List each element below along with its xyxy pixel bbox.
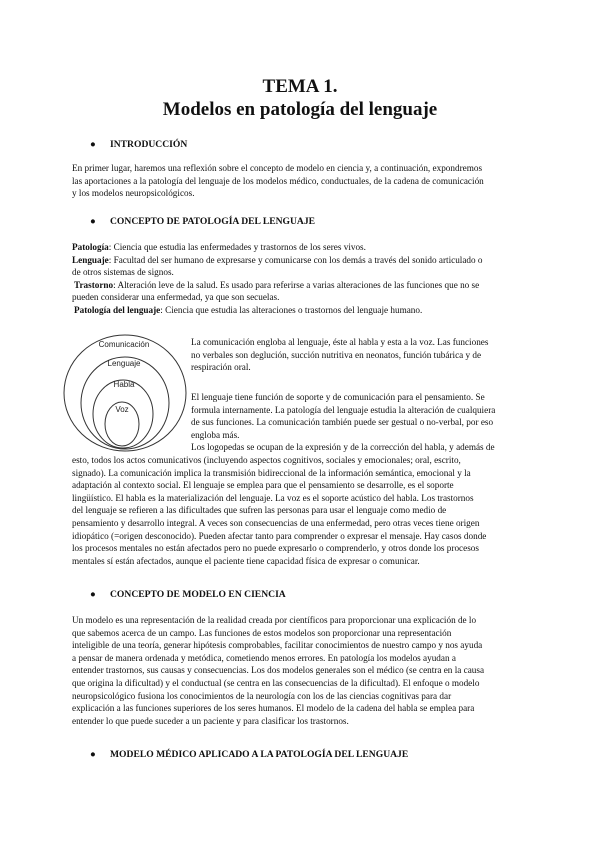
definition-line	[72, 254, 483, 267]
diagram-label-habla: Habla	[113, 380, 135, 389]
diagram-label-lenguaje: Lenguaje	[107, 359, 141, 368]
section-heading-label: INTRODUCCIÓN	[110, 139, 188, 150]
full-paragraph	[72, 454, 486, 567]
text-line: Los logopedas se ocupan de la expresión y de la corrección del habla, y además de	[191, 442, 495, 453]
text-line: las aportaciones a la patología del lenguaje de los modelos médico, conductuales, de la cadena de comunicación	[72, 175, 484, 186]
definition-text: : Alteración leve de la salud. Es usado para referirse a varias alteraciones de las funciones que no se	[113, 279, 480, 290]
document-subtitle: Modelos en patología del lenguaje	[162, 99, 438, 120]
text-line: lingüístico. El habla es la materialización del lenguaje. La voz es el soporte acústico del habla. Los trastornos	[72, 492, 474, 503]
side-paragraph-1	[191, 336, 488, 374]
text-line: pensamiento y desarrollo integral. A veces son consecuencias de una enfermedad, pero otras veces tiene origen	[72, 517, 480, 528]
definition-line	[72, 266, 483, 279]
definition-text: : Facultad del ser humano de expresarse y comunicarse con los demás a través del sonido articulado o	[108, 254, 483, 265]
text-line: formula internamente. La patología del lenguaje estudia la alteración de cualquiera	[191, 404, 496, 415]
text-line: que sabemos acerca de un campo. Las funciones de estos modelos son proporcionar una representación	[72, 627, 452, 638]
bullet-icon: ●	[90, 216, 96, 227]
definition-text: : Ciencia que estudia las alteraciones o trastornos del lenguaje humano.	[160, 304, 423, 315]
modelo-paragraph	[72, 614, 484, 727]
text-line: entender lo que puede suceder a un paciente y para clasificar los trastornos.	[72, 715, 349, 726]
text-line: Un modelo es una representación de la realidad creada por científicos para proporcionar una explicación de lo	[72, 615, 477, 625]
text-line: mentales sí están afectados, aunque el paciente tiene capacidad física de expresar o comunicar.	[72, 555, 420, 566]
text-line: engloba más.	[191, 429, 240, 440]
intro-paragraph	[72, 162, 484, 200]
text-line: signado). La comunicación implica la transmisión bidireccional de la información semántica, emocional y la	[72, 467, 471, 478]
circle-speech	[93, 380, 153, 448]
definition-line	[72, 279, 483, 292]
definition-text: : Ciencia que estudia las enfermedades y trastornos de los seres vivos.	[108, 242, 366, 252]
text-line: El lenguaje tiene función de soporte y de comunicación para el pensamiento. Se	[191, 392, 485, 402]
text-line: de sus funciones. La comunicación también puede ser gestual o no-verbal, por eso	[191, 417, 494, 428]
diagram-label-voz: Voz	[115, 405, 129, 414]
text-line: La comunicación engloba al lenguaje, éste al habla y esta a la voz. Las funciones	[191, 337, 489, 347]
definition-text: de otros sistemas de signos.	[72, 267, 174, 278]
definition-line	[72, 304, 483, 317]
text-line: inteligible de una teoría, generar hipótesis comprobables, facilitar conocimientos de nuestro campo y nos ayuda	[72, 640, 483, 651]
section-heading-label: CONCEPTO DE PATOLOGÍA DEL LENGUAJE	[110, 216, 316, 227]
text-line: respiración oral.	[191, 362, 251, 373]
text-line: y los modelos neuropsicológicos.	[72, 188, 195, 199]
text-line: adaptación al contexto social. El lenguaje se emplea para que el pensamiento se desarrolle, es el soporte	[72, 480, 454, 491]
text-line: que origina la dificultad) y el conductual (se centra en las consecuencias de la dificultad). El enfoque o modelo	[72, 677, 480, 688]
text-line: idiopático (=origen desconocido). Pueden afectar tanto para comprender o expresar el mensaje. Hay casos donde	[72, 530, 487, 541]
definition-text: pueden considerar una enfermedad, ya que son secuelas.	[72, 292, 280, 303]
text-line: del lenguaje se refieren a las dificultades que sufren las personas para usar el lenguaje como medio de	[72, 505, 447, 516]
bullet-icon: ●	[90, 589, 96, 600]
definition-term: Trastorno	[74, 279, 114, 290]
bullet-icon: ●	[90, 749, 96, 760]
text-line: no verbales son deglución, succión nutritiva en neonatos, función tubárica y de	[191, 349, 482, 360]
diagram-label-comunicacion: Comunicación	[98, 340, 150, 349]
nested-circles-diagram	[62, 331, 188, 453]
text-line: En primer lugar, haremos una reflexión sobre el concepto de modelo en ciencia y, a continuación, expondremos	[72, 163, 483, 173]
section-heading-label: MODELO MÉDICO APLICADO A LA PATOLOGÍA DEL LENGUAJE	[110, 749, 409, 760]
text-line: los procesos mentales no están afectados pero no puede expresarlo o comprenderlo, y otros donde los procesos	[72, 543, 479, 554]
text-line: neuropsicológico fusiona los conocimientos de la neurología con los de las ciencias cognitivas para dar	[72, 690, 452, 701]
definition-line	[72, 291, 483, 304]
bullet-icon: ●	[90, 139, 96, 150]
definition-line	[72, 241, 483, 254]
communication-diagram	[62, 331, 188, 453]
definitions-block	[72, 241, 483, 317]
definition-term: Patología	[72, 242, 109, 252]
section-heading-label: CONCEPTO DE MODELO EN CIENCIA	[110, 589, 286, 600]
side-paragraph-2	[191, 391, 495, 454]
definition-term: Lenguaje	[72, 254, 109, 265]
text-line: entender trastornos, sus causas y consecuencias. Los dos modelos generales son el médico (se centra en la causa	[72, 665, 485, 676]
definition-term: Patología del lenguaje	[74, 304, 161, 315]
text-line: explicación a las funciones superiores de los seres humanos. El modelo de la cadena del habla se emplea para	[72, 703, 475, 714]
document-title: TEMA 1.	[262, 76, 338, 97]
text-line: a pensar de manera ordenada y metódica, cometiendo menos errores. En patología los modelos ayudan a	[72, 652, 456, 663]
text-line: esto, todos los actos comunicativos (incluyendo aspectos cognitivos, sociales y emocionales; oral, escrito,	[72, 455, 461, 465]
